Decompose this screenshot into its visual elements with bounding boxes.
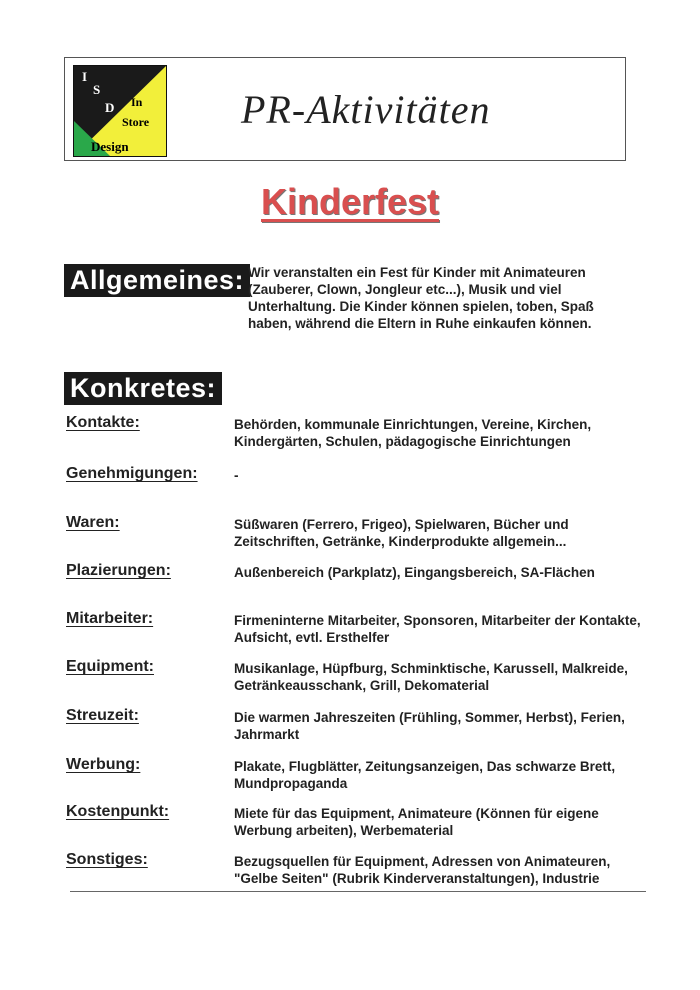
row-label: Equipment:: [66, 658, 154, 675]
row-label: Werbung:: [66, 756, 141, 773]
row-value: Außenbereich (Parkplatz), Eingangsbereich, SA-Flächen: [234, 565, 595, 580]
row-value: Miete für das Equipment, Animateure (Können für eigene Werbung arbeiten), Werbematerial: [234, 806, 599, 838]
row-value: Süßwaren (Ferrero, Frigeo), Spielwaren, Bücher und Zeitschriften, Getränke, Kinderprodukte allgemein...: [234, 517, 569, 549]
row-value: Bezugsquellen für Equipment, Adressen von Animateuren, "Gelbe Seiten" (Rubrik Kinderveranstaltungen), Industrie: [234, 854, 611, 886]
row-label: Kostenpunkt:: [66, 803, 170, 820]
logo-word-store: Store: [122, 115, 150, 129]
isd-logo: [73, 65, 167, 157]
header-title: PR-Aktivitäten: [241, 87, 491, 132]
logo-letter-i: I: [82, 69, 88, 84]
row-value: Musikanlage, Hüpfburg, Schminktische, Karussell, Malkreide, Getränkeausschank, Grill, Dekomaterial: [234, 661, 628, 693]
row-value: Firmeninterne Mitarbeiter, Sponsoren, Mitarbeiter der Kontakte, Aufsicht, evtl. Ersthelfer: [234, 613, 641, 645]
row-label: Sonstiges:: [66, 851, 148, 868]
concrete-heading: Konkretes:: [64, 372, 222, 405]
logo-letter-s: S: [93, 82, 101, 97]
logo-word-in: In: [131, 95, 143, 109]
row-value: Plakate, Flugblätter, Zeitungsanzeigen, Das schwarze Brett, Mundpropaganda: [234, 759, 616, 791]
row-value: Die warmen Jahreszeiten (Frühling, Sommer, Herbst), Ferien, Jahrmarkt: [234, 710, 625, 742]
row-value: Behörden, kommunale Einrichtungen, Vereine, Kirchen, Kindergärten, Schulen, pädagogische Einrichtungen: [234, 417, 592, 449]
row-value: -: [234, 468, 239, 483]
row-label: Plazierungen:: [66, 562, 171, 579]
row-label: Streuzeit:: [66, 707, 139, 724]
row-label: Kontakte:: [66, 414, 140, 431]
row-label: Waren:: [66, 514, 120, 531]
logo-word-design: Design: [91, 139, 129, 154]
page-title: Kinderfest: [260, 181, 440, 222]
general-text: Wir veranstalten ein Fest für Kinder mit Animateuren (Zauberer, Clown, Jongleur etc...), Musik und viel Unterhaltung. Die Kinder können spielen, toben, Spaß haben, während die Eltern in Ruhe einkaufen können.: [248, 265, 594, 331]
footer-divider: [70, 891, 646, 892]
row-label: Genehmigungen:: [66, 465, 198, 482]
logo-letter-d: D: [105, 100, 115, 115]
row-label: Mitarbeiter:: [66, 610, 154, 627]
header-box: [64, 57, 626, 161]
general-heading: Allgemeines:: [64, 264, 250, 297]
